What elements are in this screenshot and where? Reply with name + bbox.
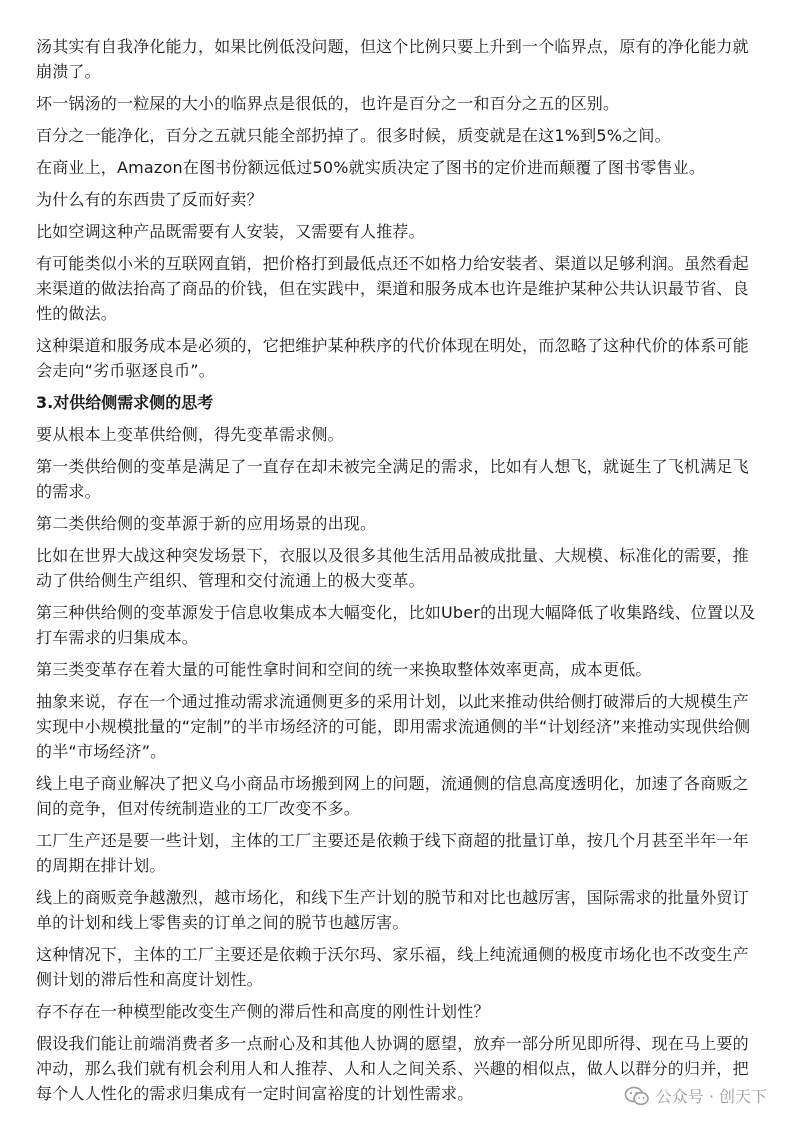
paragraph: 工厂生产还是要一些计划，主体的工厂主要还是依赖于线下商超的批量订单，按几个月甚至半年一年的周期在排计划。 (36, 831, 749, 875)
section-heading: 3.对供给侧需求侧的思考 (36, 393, 214, 412)
paragraph: 第三种供给侧的变革源发于信息收集成本大幅变化，比如Uber的出现大幅降低了收集路线、位置以及打车需求的归集成本。 (36, 603, 756, 647)
paragraph: 存不存在一种模型能改变生产侧的滞后性和高度的刚性计划性？ (36, 1002, 490, 1021)
paragraph: 坏一锅汤的一粒屎的大小的临界点是很低的，也许是百分之一和百分之五的区别。 (36, 94, 620, 113)
paragraph: 第一类供给侧的变革是满足了一直存在却未被完全满足的需求，比如有人想飞，就诞生了飞机满足飞的需求。 (36, 457, 749, 501)
wechat-icon (624, 1086, 650, 1106)
paragraph: 第三类变革存在着大量的可能性拿时间和空间的统一来换取整体效率更高，成本更低。 (36, 660, 652, 679)
watermark-text: 公众号 · 创天下 (655, 1087, 767, 1106)
paragraph: 百分之一能净化，百分之五就只能全部扔掉了。很多时候，质变就是在这1%到5%之间。 (36, 126, 671, 145)
paragraph: 比如在世界大战这种突发场景下，衣服以及很多其他生活用品被成批量、大规模、标准化的需要，推动了供给侧生产组织、管理和交付流通上的极大变革。 (36, 546, 749, 590)
paragraph: 这种情况下，主体的工厂主要还是依赖于沃尔玛、家乐福，线上纯流通侧的极度市场化也不改变生产侧计划的滞后性和高度计划性。 (36, 945, 749, 989)
paragraph: 有可能类似小米的互联网直销，把价格打到最低点还不如格力给安装者、渠道以足够利润。虽然看起来渠道的做法抬高了商品的价钱，但在实践中，渠道和服务成本也许是维护某种公共认识最节省、良性的做法。 (36, 254, 749, 323)
paragraph: 第二类供给侧的变革源于新的应用场景的出现。 (36, 514, 377, 533)
document-body (36, 34, 758, 1113)
paragraph: 线上电子商业解决了把义乌小商品市场搬到网上的问题，流通侧的信息高度透明化，加速了各商贩之间的竞争，但对传统制造业的工厂改变不多。 (36, 774, 749, 818)
paragraph: 要从根本上变革供给侧，得先变革需求侧。 (36, 425, 344, 444)
paragraph: 抽象来说，存在一个通过推动需求流通侧更多的采用计划，以此来推动供给侧打破滞后的大规模生产实现中小规模批量的“定制”的半市场经济的可能，即用需求流通侧的半“计划经济”来推动实现供给侧的半“市场经济”。 (36, 692, 751, 761)
paragraph: 线上的商贩竞争越激烈，越市场化，和线下生产计划的脱节和对比也越厉害，国际需求的批量外贸订单的计划和线上零售卖的订单之间的脱节也越厉害。 (36, 888, 749, 932)
paragraph: 为什么有的东西贵了反而好卖？ (36, 190, 263, 209)
paragraph: 比如空调这种产品既需要有人安装，又需要有人推荐。 (36, 222, 425, 241)
paragraph: 假设我们能让前端消费者多一点耐心及和其他人协调的愿望，放弃一部分所见即所得、现在马上要的冲动，那么我们就有机会利用人和人推荐、人和人之间关系、兴趣的相似点，做人以群分的归并，把每个人人性化的需求归集成有一定时间富裕度的计划性需求。 (36, 1034, 749, 1103)
paragraph: 在商业上，Amazon在图书份额远低过50%就实质决定了图书的定价进而颠覆了图书零售业。 (36, 158, 706, 177)
watermark (624, 1084, 767, 1107)
paragraph: 汤其实有自我净化能力，如果比例低没问题，但这个比例只要上升到一个临界点，原有的净化能力就崩溃了。 (36, 37, 749, 81)
paragraph: 这种渠道和服务成本是必须的，它把维护某种秩序的代价体现在明处，而忽略了这种代价的体系可能会走向“劣币驱逐良币”。 (36, 336, 749, 380)
